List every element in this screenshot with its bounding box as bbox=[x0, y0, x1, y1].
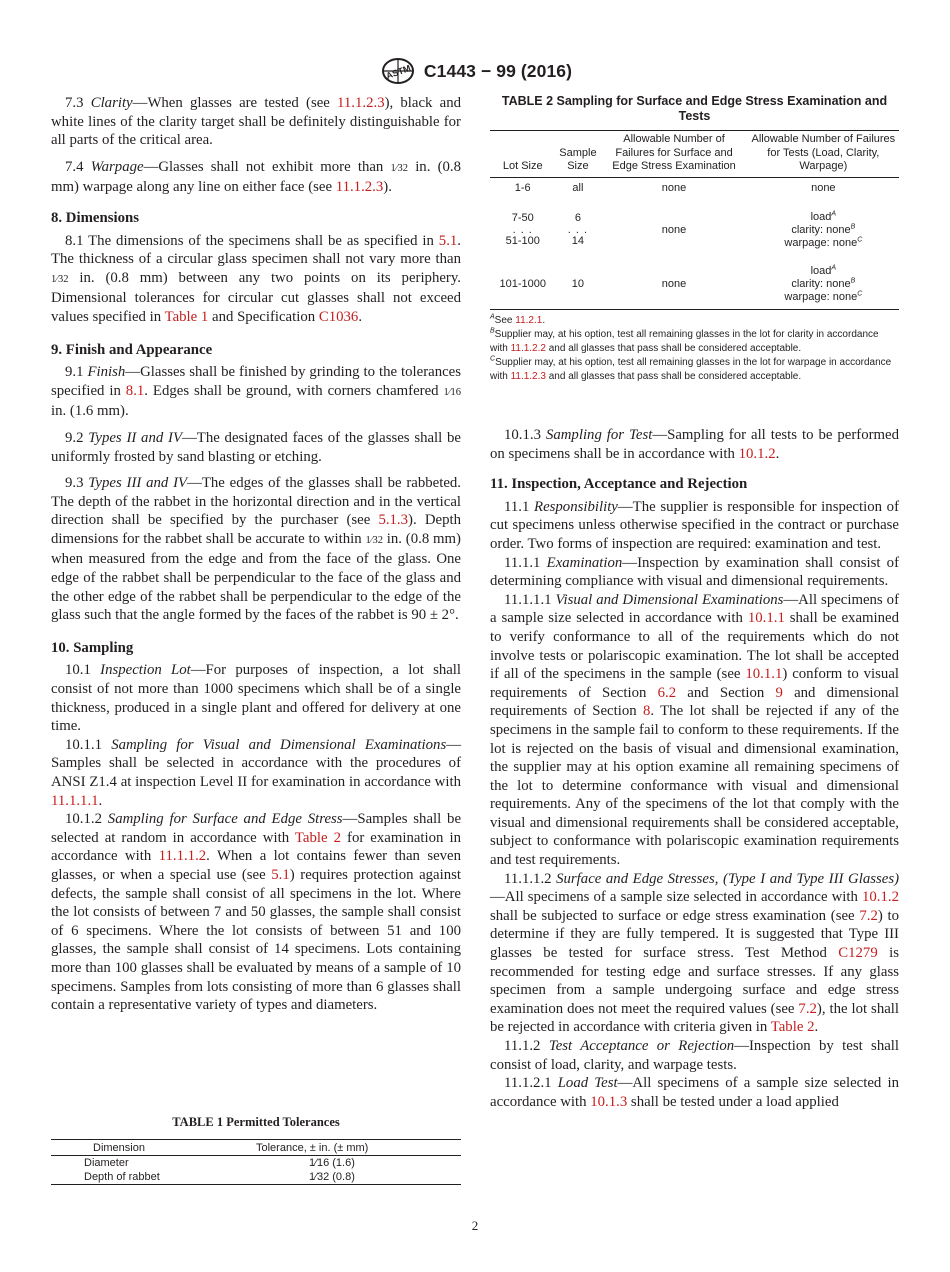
paragraph-10-1-1: 10.1.1 Sampling for Visual and Dimensional Examinations—Samples shall be selected in accordance with the procedures of ANSI Z1.4 at inspection Level II for examination in accordance with 11.1.1.1. bbox=[51, 736, 461, 809]
ref-link[interactable]: 5.1 bbox=[271, 866, 290, 883]
svg-text:ASTM: ASTM bbox=[384, 62, 412, 81]
paragraph-7-4: 7.4 Warpage—Glasses shall not exhibit more than 1⁄32 in. (0.8 mm) warpage along any line on either face (see 11.1.2.3). bbox=[51, 158, 462, 196]
table-2-header-sample-size: Sample Size bbox=[555, 131, 600, 178]
paragraph-9-3: 9.3 Types III and IV—The edges of the glasses shall be rabbeted. The depth of the rabbet in the horizontal direction and in the vertical direction shall be specified by the purchaser (see 5.1.3). Depth dimensions for the rabbet shall be accurate to within 1⁄32 in. (0.8 mm) when measured from the edge and from the face of the glass. One edge of the rabbet shall be perpendicular to the face of the glass and the other edge of the rabbet shall be perpendicular to the edge of the glass such that the angle formed by the faces of the rabbet is 90 ± 2°. bbox=[51, 475, 461, 624]
ref-link[interactable]: 10.1.3 bbox=[590, 1093, 628, 1110]
table-2-header-surface: Allowable Number of Failures for Surface and Edge Stress Examination bbox=[600, 131, 747, 178]
table-2-header-tests: Allowable Number of Failures for Tests (Load, Clarity, Warpage) bbox=[748, 131, 899, 178]
paragraph-9-2: 9.2 Types II and IV—The designated faces of the glasses shall be uniformly frosted by sand blasting or etching. bbox=[51, 429, 461, 465]
ref-link[interactable]: 11.1.1.1 bbox=[51, 792, 99, 809]
table-2-grid bbox=[490, 130, 899, 310]
page-number: 2 bbox=[471, 1218, 479, 1233]
paragraph-10-1: 10.1 Inspection Lot—For purposes of inspection, a lot shall consist of not more than 1000 specimens which shall be of a single thickness, produced in a single plant and offered for delivery at one time. bbox=[51, 662, 462, 735]
ref-link[interactable]: 9 bbox=[775, 684, 783, 701]
right-column bbox=[490, 426, 899, 1111]
table-2-header-lot-size: Lot Size bbox=[490, 131, 555, 178]
section-heading-8: 8. Dimensions bbox=[51, 209, 139, 226]
section-heading-9: 9. Finish and Appearance bbox=[51, 341, 213, 358]
ref-link[interactable]: 11.2.1 bbox=[515, 314, 543, 326]
paragraph-11-1-1-1: 11.1.1.1 Visual and Dimensional Examinations—All specimens of a sample size selected in accordance with 10.1.1 shall be examined to verify conformance to all of the requirements which do not involve tests or polariscopic examination. The lot shall be accepted if all of the specimens in the sample (see 10.1.1) conform to visual requirements of Section 6.2 and Section 9 and dimensional requirements of Section 8. The lot shall be rejected if any of the specimens in the sample fail to conform to these requirements. If the lot is rejected on the basis of visual and dimensional examination, the supplier may at his option examine all remaining specimens of the lot to determine conformance with visual and dimensional requirements. Any of the specimens of the lot that comply with the visual and dimensional requirements shall be considered acceptable, subject to conformance with polariscopic examination requirements and test requirements. bbox=[490, 591, 900, 869]
table-1-header-dimension: Dimension bbox=[51, 1140, 256, 1156]
ref-link[interactable]: 7.2 bbox=[798, 1000, 817, 1017]
table-2-footnotes bbox=[490, 314, 899, 384]
ref-link[interactable]: Table 2 bbox=[294, 829, 341, 846]
paragraph-9-1: 9.1 Finish—Glasses shall be finished by grinding to the tolerances specified in 8.1. Edges shall be ground, with corners chamfered 1⁄16 in. (1.6 mm). bbox=[51, 364, 461, 420]
paragraph-11-1-2: 11.1.2 Test Acceptance or Rejection—Inspection by test shall consist of load, clarity, and warpage tests. bbox=[490, 1038, 900, 1073]
table-row: 1-6 all none none bbox=[514, 181, 836, 194]
document-designation: C1443 − 99 (2016) bbox=[423, 60, 573, 81]
table-row: Depth of rabbet 1⁄32 (0.8) bbox=[84, 1171, 355, 1183]
ref-link[interactable]: 11.1.2.3 bbox=[337, 95, 385, 111]
ref-link[interactable]: Table 1 bbox=[164, 308, 209, 325]
ref-link[interactable]: 11.1.2.2 bbox=[510, 342, 546, 354]
paragraph-11-1-1: 11.1.1 Examination—Inspection by examination shall consist of determining compliance with visual and dimensional requirements. bbox=[490, 554, 899, 590]
ref-link[interactable]: C1036 bbox=[318, 308, 359, 325]
paragraph-7-3: 7.3 Clarity—When glasses are tested (see 11.1.2.3), black and white lines of the clarity target shall be definitely distinguishable for all parts of the critical area. bbox=[51, 95, 462, 149]
paragraph-11-1-2-1: 11.1.2.1 Load Test—All specimens of a sample size selected in accordance with 10.1.3 shall be tested under a load applied bbox=[490, 1075, 899, 1110]
ref-link[interactable]: 6.2 bbox=[657, 684, 677, 701]
table-row: 101-1000 10 none load$^A$ clarity: none$^B$ warpage: none$^C$ bbox=[499, 264, 863, 304]
astm-logo-icon bbox=[378, 57, 418, 85]
ref-link[interactable]: 5.1 bbox=[438, 232, 458, 249]
ref-link[interactable]: 10.1.2 bbox=[862, 889, 899, 906]
table-1 bbox=[51, 1115, 461, 1185]
paragraph-11-1-1-2: 11.1.1.2 Surface and Edge Stresses, (Type I and Type III Glasses)—All specimens of a sample size selected in accordance with 10.1.2 shall be subjected to surface or edge stress examination (see 7.2) to determine if they are fully tempered. It is suggested that Type III glasses be tested for surface stress. Test Method C1279 is recommended for testing edge and surface stresses. If any glass specimen from a sample undergoing surface and edge stress examination does not meet the required values (see 7.2), the lot shall be rejected in accordance with criteria given in Table 2. bbox=[490, 870, 900, 1036]
ref-link[interactable]: 10.1.2 bbox=[738, 445, 776, 462]
ref-link[interactable]: 5.1.3 bbox=[378, 512, 409, 529]
ref-link[interactable]: 11.1.1.2 bbox=[158, 848, 207, 865]
ref-link[interactable]: Table 2 bbox=[770, 1019, 815, 1036]
footnote-a: $^A$See 11.2.1. bbox=[490, 313, 546, 326]
footnote-b: $^B$Supplier may, at his option, test all remaining glasses in the lot for clarity in accordance with 11.1.2.2 and all glasses that pass shall be considered acceptable. bbox=[490, 327, 879, 354]
ref-link[interactable]: 7.2 bbox=[859, 907, 878, 924]
paragraph-11-1: 11.1 Responsibility—The supplier is responsible for inspection of cut specimens unless otherwise specified in the contract or purchase order. Two forms of inspection are required: examination and test. bbox=[490, 498, 899, 552]
table-row: Diameter 1⁄16 (1.6) bbox=[84, 1157, 355, 1169]
table-row: 7-50 . . . 51-100 6 . . . 14 none load$^A$ clarity: none$^B$ warpage: none$^C$ bbox=[505, 209, 863, 249]
table-1-grid bbox=[51, 1139, 461, 1185]
ref-link[interactable]: 10.1.1 bbox=[745, 666, 783, 683]
table-1-caption: TABLE 1 Permitted Tolerances bbox=[172, 1115, 340, 1129]
paragraph-10-1-3: 10.1.3 Sampling for Test—Sampling for all tests to be performed on specimens shall be in accordance with 10.1.2. bbox=[490, 427, 899, 462]
ref-link[interactable]: 8.1 bbox=[125, 382, 145, 399]
ref-link[interactable]: 10.1.1 bbox=[747, 610, 785, 627]
ref-link[interactable]: C1279 bbox=[838, 945, 878, 962]
left-column bbox=[51, 94, 461, 1015]
table-1-header-tolerance: Tolerance, ± in. (± mm) bbox=[256, 1140, 461, 1156]
paragraph-8-1: 8.1 The dimensions of the specimens shall be as specified in 5.1. The thickness of a circular glass specimen shall not vary more than 1⁄32 in. (0.8 mm) between any two points on its periphery. Dimensional tolerances for circular cut glasses shall not exceed values specified in Table 1 and Specification C1036. bbox=[51, 232, 461, 325]
ref-link[interactable]: 11.1.2.3 bbox=[510, 370, 546, 382]
section-heading-11: 11. Inspection, Acceptance and Rejection bbox=[490, 476, 748, 493]
table-2 bbox=[490, 94, 899, 384]
page-header bbox=[0, 57, 950, 90]
section-heading-10: 10. Sampling bbox=[51, 639, 134, 656]
paragraph-10-1-2: 10.1.2 Sampling for Surface and Edge Stress—Samples shall be selected at random in accordance with Table 2 for examination in accordance with 11.1.1.2. When a lot contains fewer than seven glasses, or when a special use (see 5.1) requires protection against defects, the sample shall consist of all specimens in the lot. Where the lot consists of between 7 and 50 glasses, the sample shall consist of 6 specimens. Where the lot consists of between 51 and 100 glasses, the sample shall consist of 14 specimens. Lots containing more than 100 glasses shall be evaluated by means of a sample of 10 specimens. Samples from lots consisting of more than 6 glasses shall contain a representative variety of types and diameters. bbox=[51, 811, 462, 1014]
footnote-c: $^C$Supplier may, at his option, test all remaining glasses in the lot for warpage in accordance with 11.1.2.3 and all glasses that pass shall be considered acceptable. bbox=[490, 355, 892, 382]
table-2-caption: TABLE 2 Sampling for Surface and Edge Stress Examination and Tests bbox=[501, 94, 888, 123]
ref-link[interactable]: 11.1.2.3 bbox=[335, 179, 384, 196]
ref-link[interactable]: 8 bbox=[642, 703, 651, 720]
